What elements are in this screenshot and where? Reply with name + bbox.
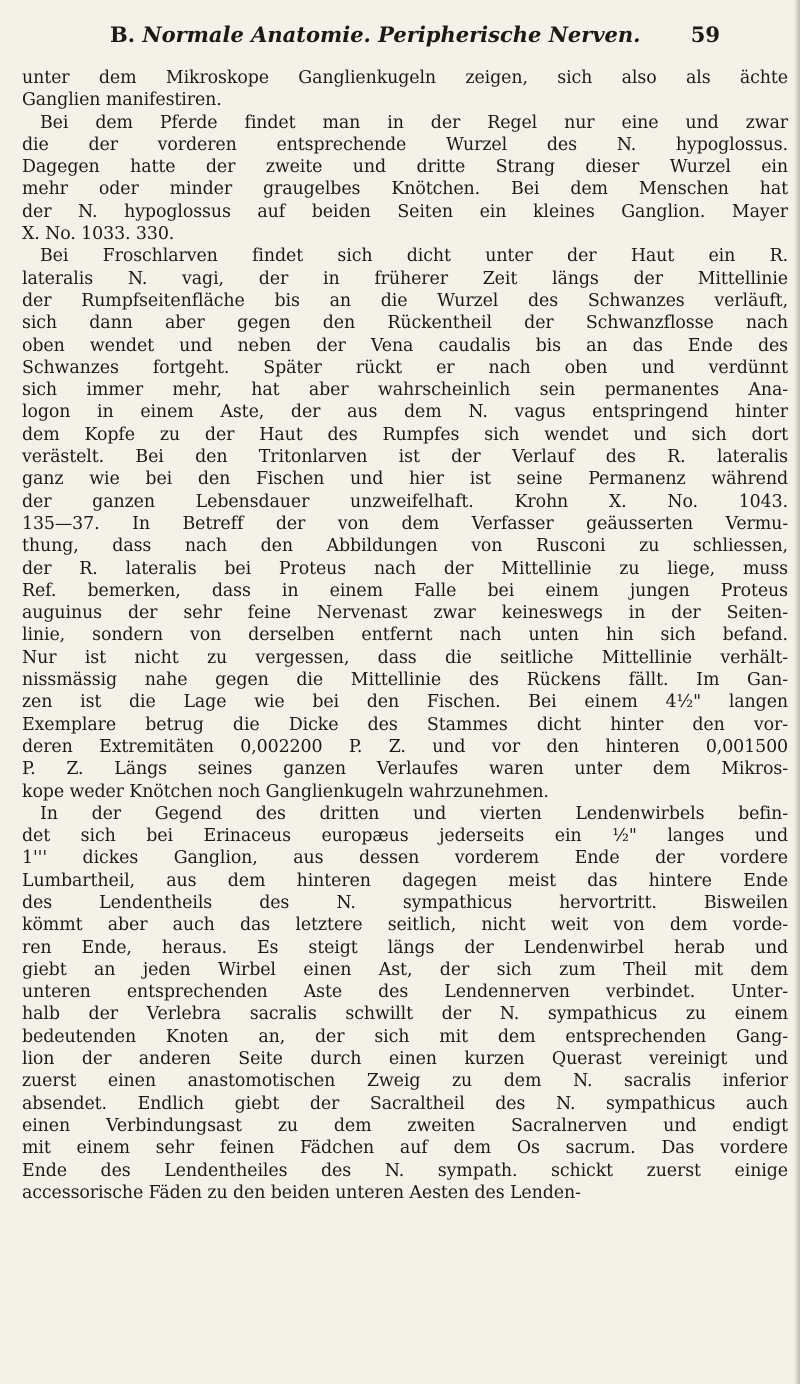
text-line: 135—37. In Betreff der von dem Verfasser geäusserten Vermu- [22,513,788,534]
text-line: die der vorderen entsprechende Wurzel des N. hypoglossus. [22,134,788,155]
text-line: ganz wie bei den Fischen und hier ist seine Permanenz während [22,469,788,490]
text-line: auguinus der sehr feine Nervenast zwar keineswegs in der Seiten- [22,603,788,624]
text-line: lateralis N. vagi, der in früherer Zeit längs der Mittellinie [22,268,788,289]
text-line: absendet. Endlich giebt der Sacraltheil des N. sympathicus auch [22,1093,788,1114]
text-line: sich immer mehr, hat aber wahrscheinlich sein permanentes Ana- [22,380,788,401]
text-line: 1''' dickes Ganglion, aus dessen vorderem Ende der vordere [22,848,788,869]
text-line: Schwanzes fortgeht. Später rückt er nach oben und verdünnt [22,357,788,378]
text-line: Bei dem Pferde findet man in der Regel nur eine und zwar [40,112,788,133]
text-line: der ganzen Lebensdauer unzweifelhaft. Krohn X. No. 1043. [22,491,788,512]
text-line: nissmässig nahe gegen die Mittellinie des Rückens fällt. Im Gan- [22,670,788,691]
text-line: Ende des Lendentheiles des N. sympath. schickt zuerst einige [22,1160,788,1181]
text-line: verästelt. Bei den Tritonlarven ist der Verlauf des R. lateralis [22,447,788,468]
text-line: det sich bei Erinaceus europæus jederseits ein ½" langes und [22,826,788,847]
text-line: zen ist die Lage wie bei den Fischen. Bei einem 4½" langen [22,692,788,713]
text-line: mehr oder minder graugelbes Knötchen. Bei dem Menschen hat [22,179,788,200]
text-line: kömmt aber auch das letztere seitlich, nicht weit von dem vorde- [22,915,788,936]
text-line: der N. hypoglossus auf beiden Seiten ein kleines Ganglion. Mayer [22,201,788,222]
text-line: unteren entsprechenden Aste des Lendennerven verbindet. Unter- [22,982,788,1003]
text-line: des Lendentheils des N. sympathicus hervortritt. Bisweilen [22,892,788,913]
text-line: der R. lateralis bei Proteus nach der Mittellinie zu liege, muss [22,558,788,579]
page-edge-shadow [794,0,800,1384]
page-number: 59 [690,22,720,47]
text-line: linie, sondern von derselben entfernt nach unten hin sich befand. [22,625,788,646]
text-line: giebt an jeden Wirbel einen Ast, der sich zum Theil mit dem [22,959,788,980]
text-line: bedeutenden Knoten an, der sich mit dem entsprechenden Gang- [22,1026,788,1047]
text-line: dem Kopfe zu der Haut des Rumpfes sich wendet und sich dort [22,424,788,445]
text-line: lion der anderen Seite durch einen kurzen Querast vereinigt und [22,1049,788,1070]
text-line: deren Extremitäten 0,002200 P. Z. und vor den hinteren 0,001500 [22,736,788,757]
body-text [22,67,788,1204]
text-line: Nur ist nicht zu vergessen, dass die seitliche Mittellinie verhält- [22,647,788,668]
text-line: logon in einem Aste, der aus dem N. vagus entspringend hinter [22,402,788,423]
text-line: thung, dass nach den Abbildungen von Rusconi zu schliessen, [22,536,788,557]
text-line: Ref. bemerken, dass in einem Falle bei einem jungen Proteus [22,580,788,601]
text-line: Ganglien manifestiren. [22,90,222,111]
text-line: In der Gegend des dritten und vierten Lendenwirbels befin- [40,803,788,824]
text-line: ren Ende, heraus. Es steigt längs der Lendenwirbel herab und [22,937,788,958]
text-line: Dagegen hatte der zweite und dritte Strang dieser Wurzel ein [22,157,788,178]
text-line: zuerst einen anastomotischen Zweig zu dem N. sacralis inferior [22,1071,788,1092]
text-line: mit einem sehr feinen Fädchen auf dem Os sacrum. Das vordere [22,1138,788,1159]
section-label: B. [110,22,136,47]
text-line: P. Z. Längs seines ganzen Verlaufes waren unter dem Mikros- [22,759,788,780]
text-line: halb der Verlebra sacralis schwillt der N. sympathicus zu einem [22,1004,788,1025]
text-line: oben wendet und neben der Vena caudalis bis an das Ende des [22,335,788,356]
text-line: Lumbartheil, aus dem hinteren dagegen meist das hintere Ende [22,870,788,891]
text-line: der Rumpfseitenfläche bis an die Wurzel des Schwanzes verläuft, [22,290,788,311]
text-line: unter dem Mikroskope Ganglienkugeln zeigen, sich also als ächte [22,68,788,88]
text-line: sich dann aber gegen den Rückentheil der Schwanzflosse nach [22,313,788,334]
text-line: accessorische Fäden zu den beiden unteren Aesten des Lenden- [22,1182,581,1203]
header-title-block [110,22,640,47]
text-line: einen Verbindungsast zu dem zweiten Sacralnerven und endigt [22,1115,788,1136]
text-line: Bei Froschlarven findet sich dicht unter der Haut ein R. [40,246,788,267]
text-line: Exemplare betrug die Dicke des Stammes dicht hinter den vor- [22,714,788,735]
text-line: kope weder Knötchen noch Ganglienkugeln wahrzunehmen. [22,781,549,802]
chapter-title: Normale Anatomie. Peripherische Nerven. [142,22,641,47]
running-header [110,22,720,58]
text-line: X. No. 1033. 330. [22,224,175,245]
